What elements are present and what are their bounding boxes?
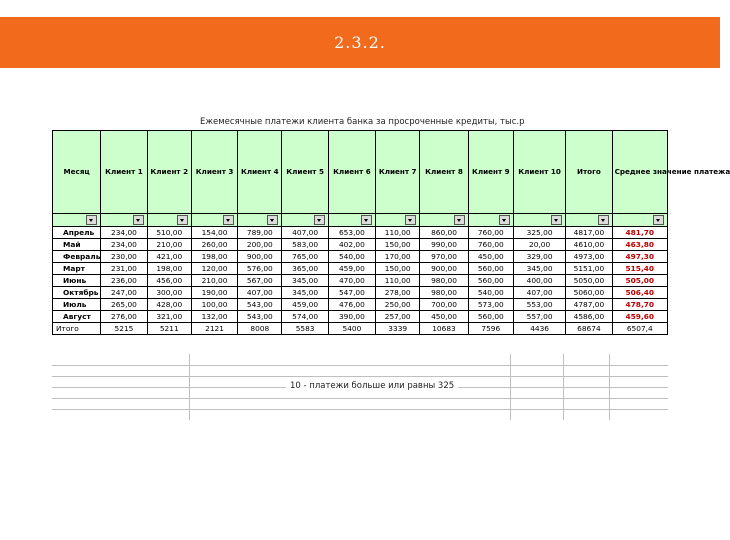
value-cell: 560,00 [468, 263, 513, 275]
value-cell: 583,00 [282, 239, 328, 251]
month-cell: Июль [53, 299, 101, 311]
value-cell: 300,00 [147, 287, 191, 299]
filter-cell [612, 214, 667, 227]
value-cell: 407,00 [282, 227, 328, 239]
total-cell: 5583 [282, 323, 328, 335]
value-cell: 20,00 [513, 239, 565, 251]
month-cell: Июнь [53, 275, 101, 287]
filter-cell [191, 214, 237, 227]
table-header [53, 131, 730, 227]
filter-cell [468, 214, 513, 227]
total-cell: 5215 [101, 323, 147, 335]
value-cell: 260,00 [191, 239, 237, 251]
value-cell: 540,00 [328, 251, 375, 263]
month-cell: Апрель [53, 227, 101, 239]
header-row [53, 131, 668, 214]
filter-cell [101, 214, 147, 227]
filter-dropdown-icon[interactable] [314, 215, 325, 225]
value-cell: 980,00 [420, 287, 468, 299]
total-cell: 2121 [191, 323, 237, 335]
average-cell: 459,60 [612, 311, 667, 323]
average-cell: 478,70 [612, 299, 667, 311]
value-cell: 230,00 [101, 251, 147, 263]
filter-cell [328, 214, 375, 227]
filter-row [53, 214, 668, 227]
filter-dropdown-icon[interactable] [653, 215, 664, 225]
column-header: Клиент 4 [238, 131, 282, 214]
column-header: Среднее значение платежа [612, 131, 667, 214]
month-cell: Октябрь [53, 287, 101, 299]
average-cell: 463,80 [612, 239, 667, 251]
average-cell: 505,00 [612, 275, 667, 287]
filter-cell [420, 214, 468, 227]
value-cell: 428,00 [147, 299, 191, 311]
value-cell: 4817,00 [566, 227, 612, 239]
value-cell: 329,00 [513, 251, 565, 263]
value-cell: 860,00 [420, 227, 468, 239]
value-cell: 132,00 [191, 311, 237, 323]
value-cell: 265,00 [101, 299, 147, 311]
value-cell: 4973,00 [566, 251, 612, 263]
value-cell: 970,00 [420, 251, 468, 263]
month-cell: Март [53, 263, 101, 275]
filter-cell [513, 214, 565, 227]
column-header: Итого [566, 131, 612, 214]
value-cell: 200,00 [238, 239, 282, 251]
spreadsheet [50, 115, 730, 420]
table-row [53, 239, 668, 251]
value-cell: 170,00 [376, 251, 420, 263]
value-cell: 325,00 [513, 227, 565, 239]
table-row [53, 251, 668, 263]
value-cell: 573,00 [468, 299, 513, 311]
title-banner [0, 17, 720, 68]
column-header: Месяц [53, 131, 101, 214]
value-cell: 250,00 [376, 299, 420, 311]
value-cell: 190,00 [191, 287, 237, 299]
total-cell: 8008 [238, 323, 282, 335]
filter-dropdown-icon[interactable] [598, 215, 609, 225]
filter-dropdown-icon[interactable] [223, 215, 234, 225]
value-cell: 540,00 [468, 287, 513, 299]
value-cell: 543,00 [238, 299, 282, 311]
value-cell: 5151,00 [566, 263, 612, 275]
value-cell: 456,00 [147, 275, 191, 287]
value-cell: 345,00 [282, 287, 328, 299]
value-cell: 900,00 [238, 251, 282, 263]
column-header: Клиент 1 [101, 131, 147, 214]
table-row [53, 311, 668, 323]
filter-dropdown-icon[interactable] [405, 215, 416, 225]
value-cell: 653,00 [328, 227, 375, 239]
filter-dropdown-icon[interactable] [267, 215, 278, 225]
value-cell: 476,00 [328, 299, 375, 311]
value-cell: 765,00 [282, 251, 328, 263]
month-cell: Август [53, 311, 101, 323]
value-cell: 789,00 [238, 227, 282, 239]
value-cell: 450,00 [420, 311, 468, 323]
slide-title: 2.3.2. [334, 33, 386, 52]
value-cell: 402,00 [328, 239, 375, 251]
value-cell: 120,00 [191, 263, 237, 275]
total-cell: 68674 [566, 323, 612, 335]
table-row [53, 287, 668, 299]
column-header: Клиент 7 [376, 131, 420, 214]
value-cell: 5050,00 [566, 275, 612, 287]
total-cell: 3339 [376, 323, 420, 335]
value-cell: 4610,00 [566, 239, 612, 251]
filter-cell [147, 214, 191, 227]
value-cell: 980,00 [420, 275, 468, 287]
total-cell: 7596 [468, 323, 513, 335]
value-cell: 459,00 [328, 263, 375, 275]
value-cell: 407,00 [238, 287, 282, 299]
filter-dropdown-icon[interactable] [454, 215, 465, 225]
filter-cell [238, 214, 282, 227]
filter-dropdown-icon[interactable] [177, 215, 188, 225]
value-cell: 100,00 [191, 299, 237, 311]
table-row [53, 275, 668, 287]
value-cell: 154,00 [191, 227, 237, 239]
table-note: 10 - платежи больше или равны 325 [286, 381, 458, 391]
value-cell: 553,00 [513, 299, 565, 311]
value-cell: 110,00 [376, 227, 420, 239]
value-cell: 198,00 [191, 251, 237, 263]
column-header: Клиент 10 [513, 131, 565, 214]
value-cell: 231,00 [101, 263, 147, 275]
column-header: Клиент 6 [328, 131, 375, 214]
value-cell: 276,00 [101, 311, 147, 323]
value-cell: 510,00 [147, 227, 191, 239]
filter-dropdown-icon[interactable] [86, 215, 97, 225]
value-cell: 278,00 [376, 287, 420, 299]
total-cell: 5400 [328, 323, 375, 335]
value-cell: 110,00 [376, 275, 420, 287]
value-cell: 450,00 [468, 251, 513, 263]
month-cell: Май [53, 239, 101, 251]
value-cell: 4586,00 [566, 311, 612, 323]
value-cell: 345,00 [282, 275, 328, 287]
value-cell: 236,00 [101, 275, 147, 287]
average-cell: 481,70 [612, 227, 667, 239]
payments-table [52, 130, 730, 335]
filter-dropdown-icon[interactable] [551, 215, 562, 225]
value-cell: 459,00 [282, 299, 328, 311]
month-cell: Февраль [53, 251, 101, 263]
value-cell: 4787,00 [566, 299, 612, 311]
total-cell: 4436 [513, 323, 565, 335]
value-cell: 247,00 [101, 287, 147, 299]
filter-cell [282, 214, 328, 227]
value-cell: 560,00 [468, 275, 513, 287]
value-cell: 560,00 [468, 311, 513, 323]
table-row [53, 263, 668, 275]
value-cell: 234,00 [101, 239, 147, 251]
filter-cell [376, 214, 420, 227]
average-cell: 497,30 [612, 251, 667, 263]
column-header: Клиент 3 [191, 131, 237, 214]
value-cell: 234,00 [101, 227, 147, 239]
value-cell: 210,00 [147, 239, 191, 251]
filter-cell [53, 214, 101, 227]
value-cell: 345,00 [513, 263, 565, 275]
value-cell: 390,00 [328, 311, 375, 323]
column-header: Клиент 8 [420, 131, 468, 214]
table-body [53, 227, 668, 335]
value-cell: 760,00 [468, 227, 513, 239]
value-cell: 5060,00 [566, 287, 612, 299]
average-cell: 515,40 [612, 263, 667, 275]
column-header: Клиент 9 [468, 131, 513, 214]
value-cell: 321,00 [147, 311, 191, 323]
value-cell: 547,00 [328, 287, 375, 299]
filter-dropdown-icon[interactable] [133, 215, 144, 225]
value-cell: 543,00 [238, 311, 282, 323]
total-label: Итого [53, 323, 101, 335]
average-cell: 506,40 [612, 287, 667, 299]
value-cell: 567,00 [238, 275, 282, 287]
value-cell: 421,00 [147, 251, 191, 263]
value-cell: 576,00 [238, 263, 282, 275]
value-cell: 257,00 [376, 311, 420, 323]
value-cell: 760,00 [468, 239, 513, 251]
filter-dropdown-icon[interactable] [499, 215, 510, 225]
value-cell: 150,00 [376, 239, 420, 251]
value-cell: 900,00 [420, 263, 468, 275]
column-header: Клиент 5 [282, 131, 328, 214]
filter-cell [566, 214, 612, 227]
filter-dropdown-icon[interactable] [361, 215, 372, 225]
value-cell: 700,00 [420, 299, 468, 311]
value-cell: 150,00 [376, 263, 420, 275]
total-cell: 10683 [420, 323, 468, 335]
value-cell: 198,00 [147, 263, 191, 275]
value-cell: 407,00 [513, 287, 565, 299]
column-header: Клиент 2 [147, 131, 191, 214]
value-cell: 470,00 [328, 275, 375, 287]
value-cell: 557,00 [513, 311, 565, 323]
table-row [53, 227, 668, 239]
value-cell: 365,00 [282, 263, 328, 275]
value-cell: 400,00 [513, 275, 565, 287]
value-cell: 210,00 [191, 275, 237, 287]
total-cell: 6507,4 [612, 323, 667, 335]
table-caption: Ежемесячные платежи клиента банка за просроченные кредиты, тыс.р [200, 117, 525, 127]
value-cell: 990,00 [420, 239, 468, 251]
value-cell: 574,00 [282, 311, 328, 323]
total-row [53, 323, 668, 335]
table-row [53, 299, 668, 311]
total-cell: 5211 [147, 323, 191, 335]
